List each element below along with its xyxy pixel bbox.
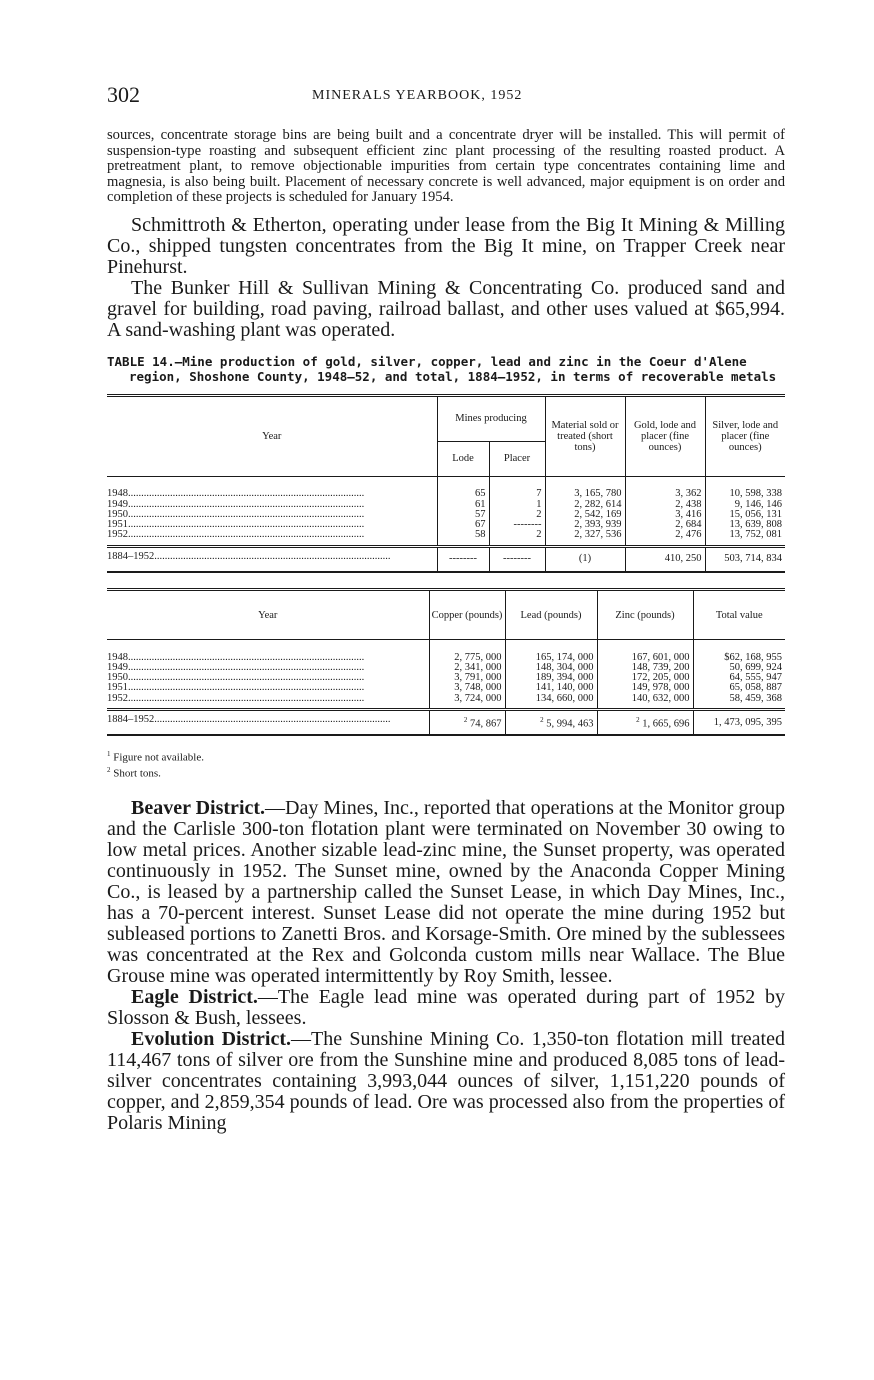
- paragraph-beaver-district: Beaver District.—Day Mines, Inc., reported that operations at the Monitor group and the Carlisle 300-ton flotation plant were terminated on November 30 owing to low metal prices. Another sizable lead-zinc mine, the Sunset property, was operated continuously in 1952. The Sunset mine, owned by the Anaconda Copper Mining Co., is leased by a partnership called the Sunset Lease, in which Day Mines, Inc., has a 70-percent interest. Sunset Lease did not operate the mine during 1952 but subleased portions to Zanetti Bros. and Korsage-Smith. Ore mined by the sublessees was concentrated at the Rex and Golconda custom mills near Wallace. The Blue Grouse mine was operated intermittently by Roy Smith, lessee.: [107, 796, 786, 987]
- header-lead: Lead (pounds): [505, 590, 597, 640]
- empty-dashes: --------: [489, 520, 545, 530]
- paragraph-bunker-hill: The Bunker Hill & Sullivan Mining & Concentrating Co. produced sand and gravel for building, road paving, railroad ballast, and other uses valued at $65,994. A sand-washing plant was operated.: [107, 276, 785, 341]
- page: [107, 80, 785, 1134]
- table-row: 1952.......................................................................................... 3, 724, 000 134, 660, 000 140, 632, 000 58, 459, 368: [107, 694, 785, 704]
- running-title: MINERALS YEARBOOK, 1952: [312, 88, 523, 103]
- header-silver: Silver, lode and placer (fine ounces): [705, 395, 785, 476]
- table-row: 1949.......................................................................................... 61 1 2, 282, 614 2, 438 9, 146, 146: [107, 500, 785, 510]
- footnote: $^2$ Short tons.: [107, 766, 161, 780]
- header-placer: Placer: [489, 441, 545, 476]
- header-lode: Lode: [437, 441, 489, 476]
- paragraph-schmittroth: Schmittroth & Etherton, operating under lease from the Big It Mining & Milling Co., shipped tungsten concentrates from the Big It mine, on Trapper Creek near Pinehurst.: [107, 213, 785, 278]
- page-header: [107, 80, 785, 110]
- header-total-value: Total value: [693, 590, 785, 640]
- paragraph-evolution-district: Evolution District.—The Sunshine Mining Co. 1,350-ton flotation mill treated 114,467 tons of silver ore from the Sunshine mine and produced 8,085 tons of lead-silver concentrates containing 3,993,044 ounces of silver, 1,151,220 pounds of copper, and 2,859,354 pounds of lead. Ore was processed also from the properties of Polaris Mining: [107, 1027, 785, 1134]
- table-total-row: 1884–1952.......................................................................................... $^2$ 74, 867 $^2$ 5, 994, 463 $^2$ 1, 665, 696 1, 473, 095, 395: [107, 710, 785, 736]
- header-year: Year: [107, 395, 437, 476]
- header-material: Material sold or treated (short tons): [545, 395, 625, 476]
- table-row: 1951.......................................................................................... 3, 748, 000 141, 140, 000 149, 978, 000 65, 058, 887: [107, 683, 785, 693]
- table-row: 1952.......................................................................................... 58 2 2, 327, 536 2, 476 13, 752, 081: [107, 530, 785, 540]
- table-row: 1949.......................................................................................... 2, 341, 000 148, 304, 000 148, 739, 200 50, 699, 924: [107, 663, 785, 673]
- header-gold: Gold, lode and placer (fine ounces): [625, 395, 705, 476]
- table-total-row: 1884–1952.......................................................................................... -------- -------- (1) 410, 250 503, 714, 834: [107, 546, 785, 572]
- table-row: 1951.......................................................................................... 67 -------- 2, 393, 939 2, 684 13, 639, 808: [107, 520, 785, 530]
- table-row: 1948.......................................................................................... 2, 775, 000 165, 174, 000 167, 601, 000 $62, 168, 955: [107, 653, 785, 663]
- header-copper: Copper (pounds): [429, 590, 505, 640]
- table-row: 1950.......................................................................................... 3, 791, 000 189, 394, 000 172, 205, 000 64, 555, 947: [107, 673, 785, 683]
- intro-paragraph: sources, concentrate storage bins are being built and a concentrate dryer will be installed. This will permit of suspension-type roasting and subsequent efficient zinc plant processing of the resulting roasted product. A pretreatment plant, to remove objectionable impurities from certain type concentrates containing lime and magnesia, is also being built. Placement of necessary concrete is well advanced, major equipment is on order and completion of these projects is scheduled for January 1954.: [107, 127, 785, 206]
- header-mines-producing: Mines producing: [437, 395, 545, 441]
- header-zinc: Zinc (pounds): [597, 590, 693, 640]
- footnote: $^1$ Figure not available.: [107, 750, 204, 765]
- table-gold-silver: [107, 394, 785, 573]
- paragraph-eagle-district: Eagle District.—The Eagle lead mine was operated during part of 1952 by Slosson & Bush, lessees.: [107, 985, 786, 1029]
- table-copper-lead-zinc: [107, 588, 785, 736]
- table-row: 1950.......................................................................................... 57 2 2, 542, 169 3, 416 15, 056, 131: [107, 510, 785, 520]
- header-year: Year: [107, 590, 429, 640]
- table-row: 1948.......................................................................................... 65 7 3, 165, 780 3, 362 10, 598, 338: [107, 489, 785, 499]
- table-caption: TABLE 14.—Mine production of gold, silver, copper, lead and zinc in the Coeur d'Alene region, Shoshone County, 1948–52, and total, 1884–1952, in terms of recoverable metals: [107, 353, 777, 384]
- footnotes: [107, 748, 785, 779]
- page-number: 302: [107, 82, 140, 107]
